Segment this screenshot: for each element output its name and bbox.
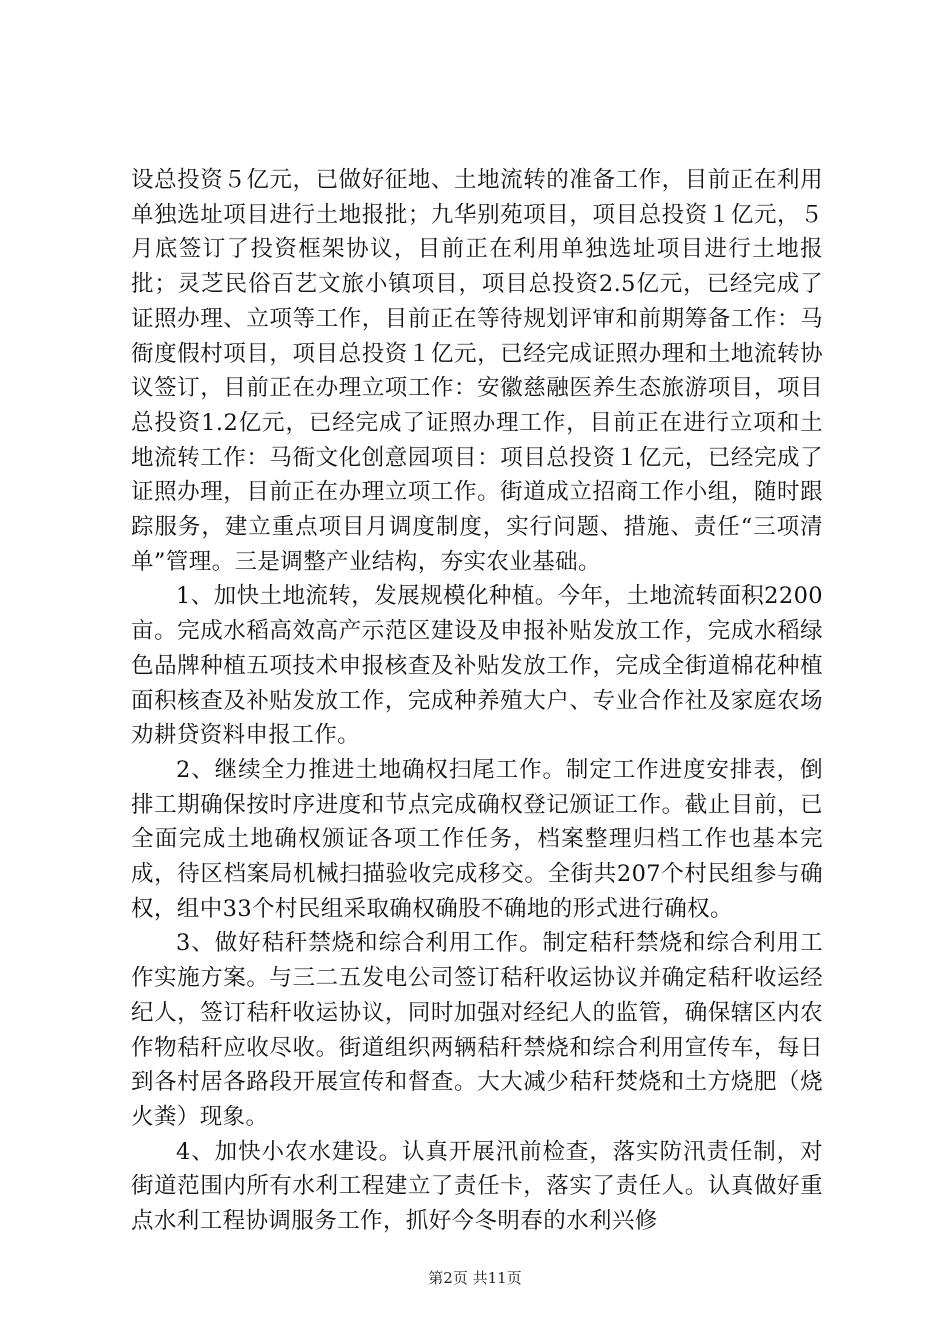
page-footer: 第2页 共11页	[428, 1269, 522, 1287]
paragraph-5: 4、加快小农水建设。认真开展汛前检查，落实防汛责任制，对街道范围内所有水利工程建立了责任卡，落实了责任人。认真做好重点水利工程协调服务工作，抓好今冬明春的水利兴修	[131, 1138, 823, 1235]
paragraph-3: 2、继续全力推进土地确权扫尾工作。制定工作进度安排表，倒排工期确保按时序进度和节点完成确权登记颁证工作。截止目前，已全面完成土地确权颁证各项工作任务，档案整理归档工作也基本完成，待区档案局机械扫描验收完成移交。全街共207个村民组参与确权，组中33个村民组采取确权确股不确地的形式进行确权。	[131, 756, 823, 922]
document-body	[131, 163, 823, 1239]
paragraph-2: 1、加快土地流转，发展规模化种植。今年，土地流转面积2200亩。完成水稻高效高产示范区建设及申报补贴发放工作，完成水稻绿色品牌种植五项技术申报核查及补贴发放工作，完成全街道棉花种植面积核查及补贴发放工作，完成种养殖大户、专业合作社及家庭农场劝耕贷资料申报工作。	[131, 583, 823, 749]
paragraph-1: 设总投资５亿元，已做好征地、土地流转的准备工作，目前正在利用单独选址项目进行土地报批；九华别苑项目，项目总投资１亿元，５月底签订了投资框架协议，目前正在利用单独选址项目进行土地报批；灵芝民俗百艺文旅小镇项目，项目总投资2.5亿元，已经完成了证照办理、立项等工作，目前正在等待规划评审和前期筹备工作：马衙度假村项目，项目总投资１亿元，已经完成证照办理和土地流转协议签订，目前正在办理立项工作：安徽慈融医养生态旅游项目，项目总投资1.2亿元，已经完成了证照办理工作，目前正在进行立项和土地流转工作：马衙文化创意园项目：项目总投资１亿元，已经完成了证照办理，目前正在办理立项工作。街道成立招商工作小组，随时跟踪服务，建立重点项目月调度制度，实行问题、措施、责任“三项清单”管理。三是调整产业结构，夯实农业基础。	[131, 167, 823, 575]
paragraph-4: 3、做好秸秆禁烧和综合利用工作。制定秸秆禁烧和综合利用工作实施方案。与三二五发电公司签订秸秆收运协议并确定秸秆收运经纪人，签订秸秆收运协议，同时加强对经纪人的监管，确保辖区内农作物秸秆应收尽收。街道组织两辆秸秆禁烧和综合利用宣传车，每日到各村居各路段开展宣传和督查。大大减少秸秆焚烧和土方烧肥（烧火粪）现象。	[131, 930, 823, 1130]
